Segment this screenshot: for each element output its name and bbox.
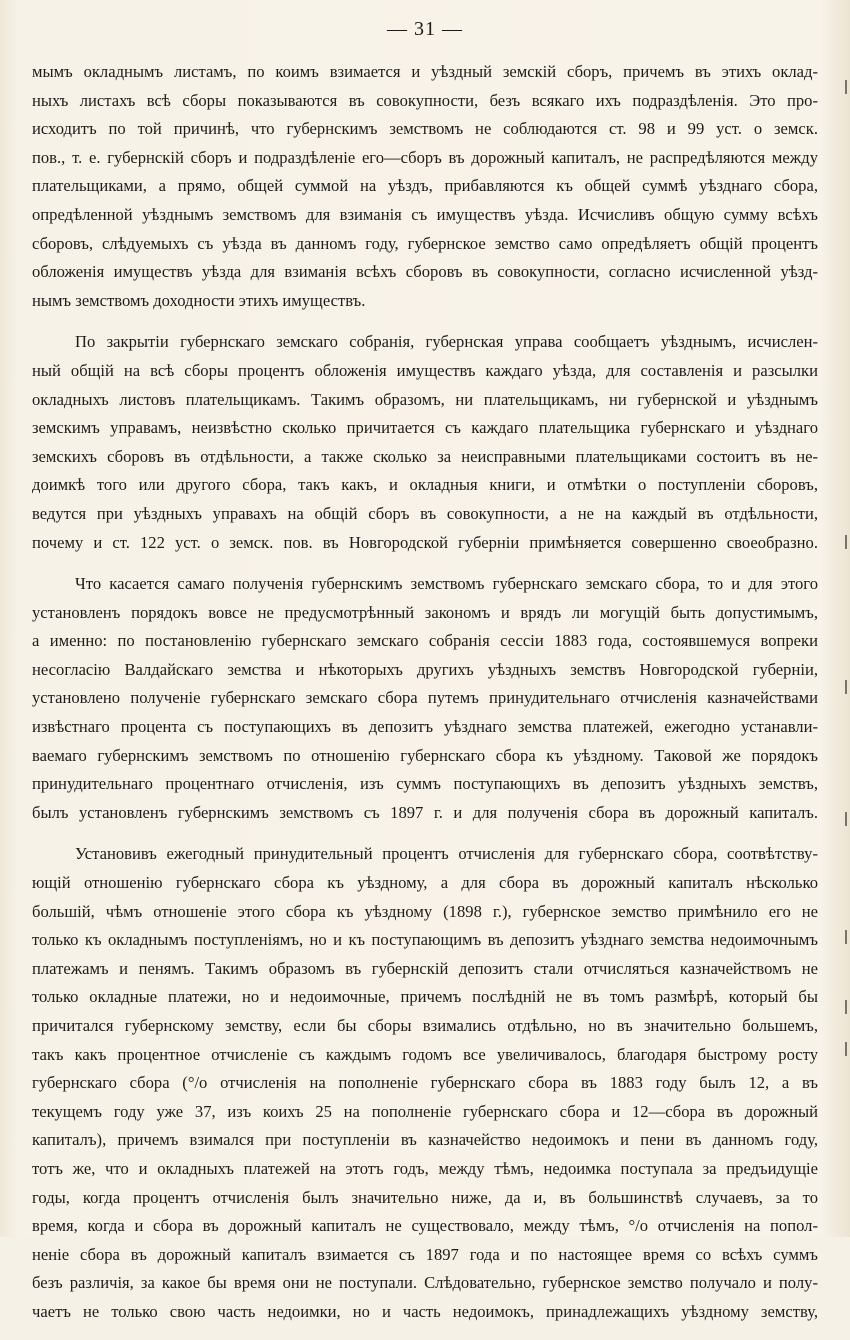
text-line: сборовъ, слѣдуемыхъ съ уѣзда въ данномъ году, губернское земство само опредѣляетъ общій процентъ	[32, 233, 818, 253]
text-line: годы, когда процентъ отчисленія былъ значительно ниже, да и, въ большинствѣ случаевъ, за то	[32, 1187, 818, 1207]
text-line: безъ различія, за какое бы время они не поступали. Слѣдовательно, губернское земство получало и полу-	[32, 1273, 818, 1293]
text-line: установленъ порядокъ вовсе не предусмотрѣнный закономъ и врядъ ли могущій быть допустимымъ,	[32, 602, 818, 622]
text-line: губернскаго сбора (°/о отчисленія на пополненіе губернскаго сбора въ 1883 году былъ 12, а въ	[32, 1073, 818, 1093]
text-line: ваемаго губернскимъ земствомъ по отношенію губернскаго сбора къ уѣздному. Таковой же порядокъ	[32, 745, 818, 765]
text-line: мымъ окладнымъ листамъ, по коимъ взимается и уѣздный земскій сборъ, причемъ въ этихъ оклад-	[32, 62, 818, 81]
margin-mark	[845, 1042, 847, 1056]
text-line: нымъ земствомъ доходности этихъ имуществъ.	[32, 290, 366, 310]
page-body	[32, 58, 818, 1340]
text-line: обложенія имуществъ уѣзда для взиманія всѣхъ сборовъ въ совокупности, согласно исчисленной уѣзд-	[32, 262, 818, 282]
text-line: причитался губернскому земству, если бы сборы взимались отдѣльно, но въ значительно большемъ,	[32, 1016, 818, 1035]
text-line: земскимъ управамъ, неизвѣстно сколько причитается съ каждаго плательщика губернскаго и уѣзднаго	[32, 418, 818, 438]
text-line: былъ установленъ губернскимъ земствомъ съ 1897 г. и для полученія сбора въ дорожный капиталъ.	[32, 802, 818, 822]
text-line: неніе сбора въ дорожный капиталъ взимается съ 1897 года и по настоящее время со всѣхъ суммъ	[32, 1244, 818, 1264]
text-line: капиталъ), причемъ взимался при поступленіи въ казначейство недоимокъ и пени въ данномъ году,	[32, 1130, 818, 1150]
text-line: чаетъ не только свою часть недоимки, но и часть недоимокъ, принадлежащихъ уѣздному земству,	[32, 1301, 818, 1321]
text-line: только къ окладнымъ поступленіямъ, но и къ поступающимъ въ депозитъ уѣзднаго земства недоимочнымъ	[32, 930, 818, 950]
text-line: ведутся при уѣздныхъ управахъ на общій сборъ въ совокупности, а не на каждый въ отдѣльности,	[32, 503, 818, 523]
text-line: Установивъ ежегодный принудительный процентъ отчисленія для губернскаго сбора, соотвѣтству-	[75, 844, 818, 864]
text-line: исходитъ по той причинѣ, что губернскимъ земствомъ не соблюдаются ст. 98 и 99 уст. о земск.	[32, 119, 818, 139]
paragraph	[32, 328, 818, 557]
text-line: ный общій на всѣ сборы процентъ обложенія имуществъ каждаго уѣзда, для составленія и разсылки	[32, 360, 818, 380]
text-line: пов., т. е. губернскій сборъ и подраздѣленіе его—сборъ въ дорожный капиталъ, не распредѣляются между	[32, 147, 818, 167]
text-line: извѣстнаго процента съ поступающихъ въ депозитъ уѣзднаго земства платежей, ежегодно устанавли-	[32, 717, 818, 737]
text-line: плательщиками, а прямо, общей суммой на уѣздъ, прибавляются къ общей суммѣ уѣзднаго сбора,	[32, 176, 818, 196]
text-line: почему и ст. 122 уст. о земск. пов. въ Новгородской губерніи примѣняется совершенно своеобразно.	[32, 532, 818, 552]
margin-mark	[845, 680, 847, 694]
text-line: только окладные платежи, но и недоимочные, причемъ послѣдній не въ томъ размѣрѣ, который бы	[32, 987, 818, 1007]
text-line: время, когда и сбора въ дорожный капиталъ не существовало, между тѣмъ, °/о отчисленія на попол-	[32, 1216, 818, 1236]
paragraph	[32, 58, 818, 315]
text-line: ныхъ листахъ всѣ сборы показываются въ совокупности, безъ всякаго ихъ подраздѣленія. Это про-	[32, 90, 818, 110]
margin-mark	[845, 1000, 847, 1014]
page-number: — 31 —	[387, 18, 463, 40]
margin-mark	[845, 80, 847, 94]
text-line: доимкѣ того или другого сбора, такъ какъ, и окладныя книги, и отмѣтки о поступленіи сборовъ,	[32, 475, 818, 495]
text-line: платежамъ и пенямъ. Такимъ образомъ въ губернскій депозитъ стали отчисляться казначействомъ не	[32, 958, 818, 978]
margin-mark	[845, 812, 847, 826]
text-line: опредѣленной уѣзднымъ земствомъ для взиманія съ имуществъ уѣзда. Исчисливъ общую сумму всѣхъ	[32, 204, 818, 224]
margin-mark	[845, 535, 847, 549]
text-line: окладныхъ листовъ плательщикамъ. Такимъ образомъ, ни плательщикамъ, ни губернской и уѣзднымъ	[32, 389, 818, 409]
text-line: По закрытіи губернскаго земскаго собранія, губернская управа сообщаетъ уѣзднымъ, исчислен-	[75, 332, 818, 352]
text-line: тотъ же, что и окладныхъ платежей на этотъ годъ, между тѣмъ, недоимка поступала за предъидущіе	[32, 1158, 818, 1178]
paragraph	[32, 840, 818, 1326]
text-line: установлено полученіе губернскаго земскаго сбора путемъ принудительнаго отчисленія казначействами	[32, 688, 818, 708]
text-line: большій, чѣмъ отношеніе этого сбора къ уѣздному (1898 г.), губернское земство примѣнило его не	[32, 901, 818, 921]
text-line: Что касается самаго полученія губернскимъ земствомъ губернскаго земскаго сбора, то и для этого	[75, 574, 818, 594]
margin-mark	[845, 930, 847, 944]
text-line: текущемъ году уже 37, изъ коихъ 25 на пополненіе губернскаго сбора и 12—сбора въ дорожный	[32, 1101, 818, 1121]
text-line: принудительнаго процентнаго отчисленія, изъ суммъ поступающихъ въ депозитъ уѣздныхъ земствъ,	[32, 774, 818, 794]
text-line: несогласію Валдайскаго земства и нѣкоторыхъ другихъ уѣздныхъ земствъ Новгородской губерніи,	[32, 659, 818, 679]
text-line: такъ какъ процентное отчисленіе съ каждымъ годомъ все увеличивалось, благодаря быстрому росту	[32, 1044, 818, 1064]
text-line: ющій отношенію губернскаго сбора къ уѣздному, а для сбора въ дорожный капиталъ нѣсколько	[32, 873, 818, 893]
paragraph	[32, 570, 818, 827]
text-line: земскихъ сборовъ въ отдѣльности, а также сколько за неисправными плательщиками состоитъ въ не-	[32, 446, 818, 466]
text-line: а именно: по постановленію губернскаго земскаго собранія сессіи 1883 года, состоявшемуся вопреки	[32, 631, 818, 651]
